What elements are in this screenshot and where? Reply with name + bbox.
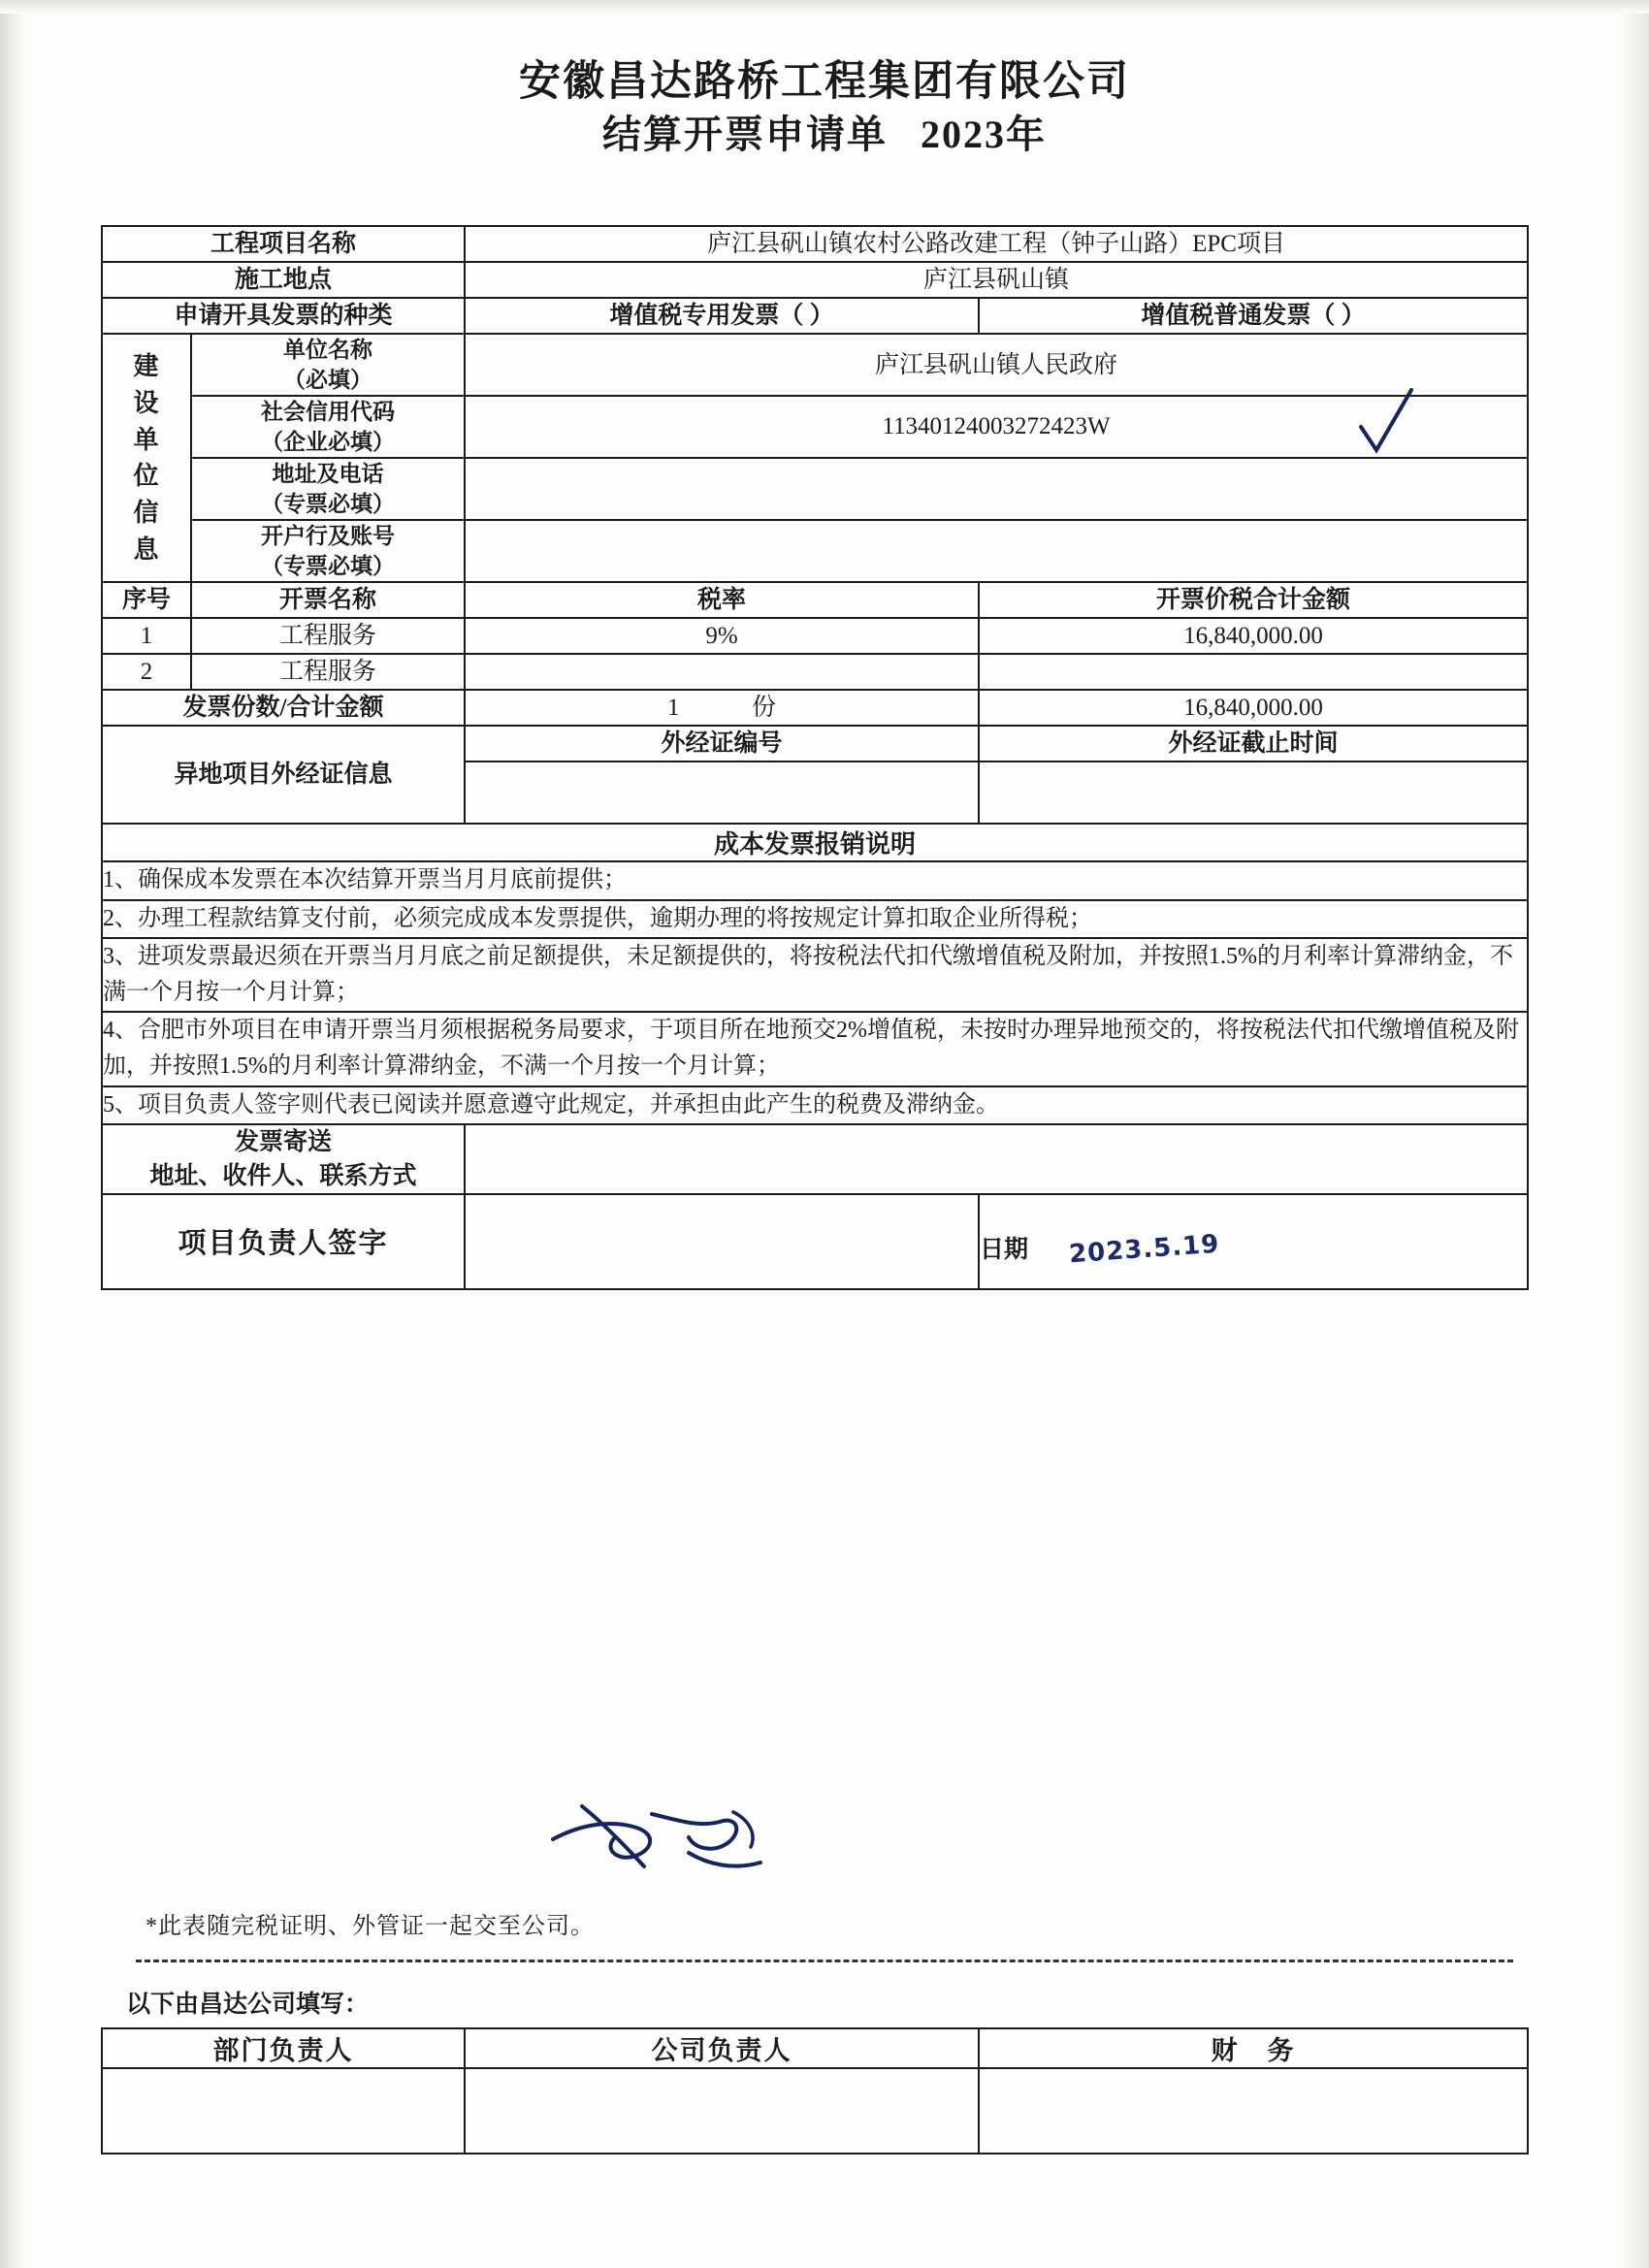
total-label: 发票份数/合计金额 [102,690,465,726]
document-title-block [0,56,1649,161]
invoice-type-general-option[interactable]: 增值税普通发票（ ） [979,298,1528,334]
below-intro: 以下由昌达公司填写： [126,1992,370,2018]
notes-title: 成本发票报销说明 [102,824,1528,861]
table-row [102,654,1528,690]
row-2-item[interactable]: 工程服务 [191,654,465,690]
table-row [102,458,1528,520]
date-label: 日期 [980,1237,1029,1264]
total-count-cell[interactable] [465,690,979,726]
mail-value[interactable] [465,1124,1528,1194]
table-row [102,226,1528,262]
row-2-tax-rate[interactable] [465,654,979,690]
table-header-row [102,2028,1528,2068]
bank-account-label-line1: 开户行及账号 [261,524,395,549]
table-row [102,1086,1528,1124]
table-row [102,690,1528,726]
row-1-item[interactable]: 工程服务 [191,618,465,654]
table-row [102,1194,1528,1289]
note-item-2: 2、办理工程款结算支付前，必须完成成本发票提供，逾期办理的将按规定计算扣取企业所得税； [102,900,1528,938]
address-phone-label-line2: （专票必填） [261,492,395,517]
external-cert-label: 异地项目外经证信息 [102,726,465,824]
note-item-5: 5、项目负责人签字则代表已阅读并愿意遵守此规定，并承担由此产生的税费及滞纳金。 [102,1086,1528,1124]
address-phone-label [191,458,465,520]
mail-label-line2: 地址、收件人、联系方式 [149,1162,417,1189]
builder-info-label: 建 设 单 位 信 息 [102,334,191,582]
address-phone-label-line1: 地址及电话 [272,462,384,487]
unit-name-label [191,334,465,396]
total-count: 1 [667,695,680,722]
unit-name-label-line1: 单位名称 [283,338,372,362]
address-phone-value[interactable] [465,458,1528,520]
scan-edge-top [0,0,1649,14]
external-cert-no-value[interactable] [465,761,979,824]
document-title-line [0,109,1649,161]
table-header-row [102,582,1528,618]
row-2-seq: 2 [102,654,191,690]
credit-code-label-line2: （企业必填） [261,430,395,455]
document-title: 结算开票申请单 [602,112,888,156]
handwritten-signature [543,1795,795,1882]
row-1-amount[interactable]: 16,840,000.00 [979,618,1528,654]
main-form-table [101,225,1529,1290]
table-row [102,334,1528,396]
invoice-type-special-option[interactable]: 增值税专用发票（ ） [465,298,979,334]
col-header-department-head: 部门负责人 [102,2028,465,2068]
date-value: 2023.5.19 [1068,1229,1221,1270]
scan-edge-left [0,0,25,2268]
table-row [102,938,1528,1012]
scan-edge-right [1620,0,1649,2268]
bank-account-label [191,520,465,582]
site-label: 施工地点 [102,262,465,298]
note-item-3: 3、进项发票最迟须在开票当月月底之前足额提供，未足额提供的，将按税法代扣代缴增值税及附加，并按照1.5%的月利率计算滞纳金，不满一个月按一个月计算； [102,938,1528,1012]
signature-label: 项目负责人签字 [102,1194,465,1289]
unit-name-value[interactable]: 庐江县矾山镇人民政府 [465,334,1528,396]
internal-approval-table [101,2027,1529,2155]
document-year: 2023年 [921,112,1047,156]
table-row [102,2068,1528,2154]
date-cell[interactable] [979,1194,1528,1289]
project-name-value[interactable]: 庐江县矾山镇农村公路改建工程（钟子山路）EPC项目 [465,226,1528,262]
unit-name-label-line2: （必填） [283,368,372,393]
table-row [102,520,1528,582]
row-1-seq: 1 [102,618,191,654]
company-head-value[interactable] [465,2068,979,2154]
table-row [102,861,1528,899]
external-cert-no-label: 外经证编号 [465,726,979,761]
row-2-amount[interactable] [979,654,1528,690]
invoice-type-label: 申请开具发票的种类 [102,298,465,334]
col-header-company-head: 公司负责人 [465,2028,979,2068]
signature-field[interactable] [465,1194,979,1289]
dashed-separator [136,1960,1513,1962]
col-header-tax-rate: 税率 [465,582,979,618]
table-row [102,1012,1528,1085]
site-value[interactable]: 庐江县矾山镇 [465,262,1528,298]
table-row [102,726,1528,761]
footnote: *此表随完税证明、外管证一起交至公司。 [146,1914,595,1939]
credit-code-value[interactable]: 11340124003272423W [465,396,1528,458]
table-row [102,396,1528,458]
table-row [102,298,1528,334]
col-header-amount: 开票价税合计金额 [979,582,1528,618]
mail-label-line1: 发票寄送 [235,1128,333,1155]
external-cert-deadline-label: 外经证截止时间 [979,726,1528,761]
department-head-value[interactable] [102,2068,465,2154]
row-1-tax-rate[interactable]: 9% [465,618,979,654]
company-name: 安徽昌达路桥工程集团有限公司 [519,59,1130,105]
bank-account-value[interactable] [465,520,1528,582]
table-row [102,618,1528,654]
finance-value[interactable] [979,2068,1528,2154]
credit-code-label [191,396,465,458]
table-row [102,1124,1528,1194]
mail-label [102,1124,465,1194]
table-row [102,262,1528,298]
bank-account-label-line2: （专票必填） [261,554,395,579]
total-amount[interactable]: 16,840,000.00 [979,690,1528,726]
external-cert-deadline-value[interactable] [979,761,1528,824]
col-header-finance: 财 务 [979,2028,1528,2068]
col-header-seq: 序号 [102,582,191,618]
note-item-1: 1、确保成本发票在本次结算开票当月月底前提供； [102,861,1528,899]
table-row [102,900,1528,938]
credit-code-label-line1: 社会信用代码 [261,400,395,425]
total-count-unit: 份 [752,695,777,722]
note-item-4: 4、合肥市外项目在申请开票当月须根据税务局要求，于项目所在地预交2%增值税，未按时办理异地预交的，将按税法代扣代缴增值税及附加，并按照1.5%的月利率计算滞纳金，不满一个月按一个月计算； [102,1012,1528,1085]
project-name-label: 工程项目名称 [102,226,465,262]
table-row [102,824,1528,861]
col-header-item: 开票名称 [191,582,465,618]
